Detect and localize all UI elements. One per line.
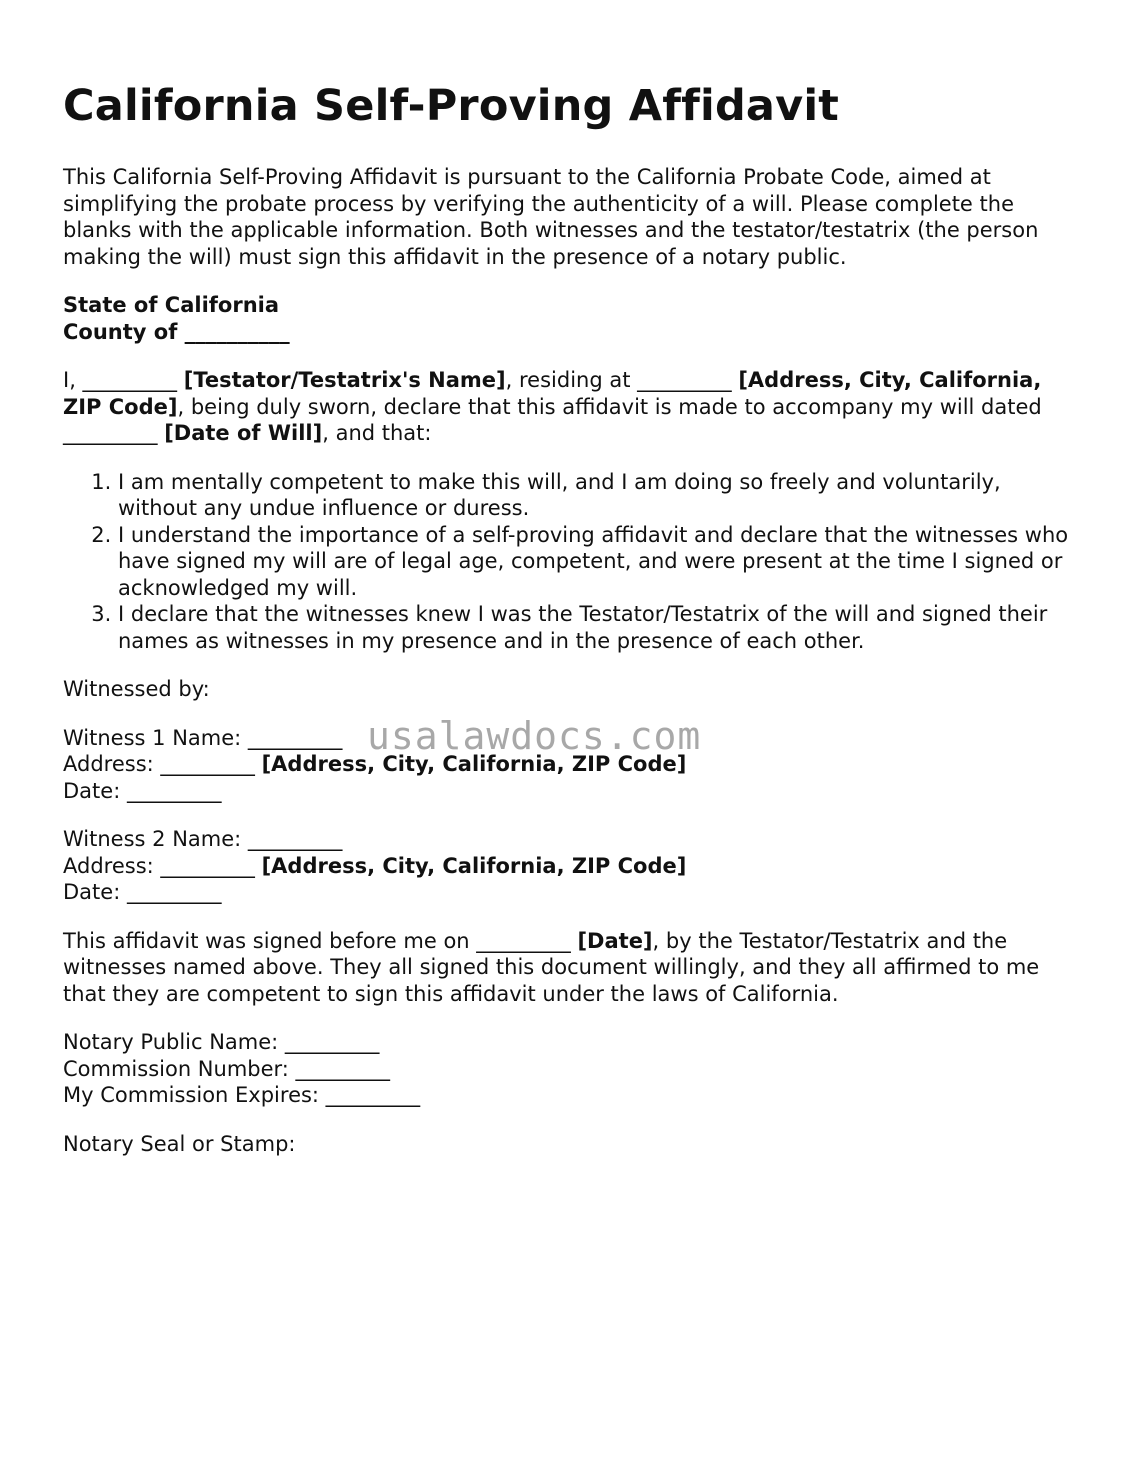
notary-name: Notary Public Name: _________ xyxy=(63,1030,380,1054)
address-hint: [Address, City, California, ZIP Code] xyxy=(63,368,1042,419)
commission-number: Commission Number: _________ xyxy=(63,1056,391,1081)
list-item: 3. I declare that the witnesses knew I was the Testator/Testatrix of the will and signed their names as witnesses in my presence and in the presence of each other. xyxy=(118,601,1073,654)
watermark: usalawdocs.com xyxy=(367,714,702,758)
document-title: California Self-Proving Affidavit xyxy=(63,81,840,131)
notary-seal-label: Notary Seal or Stamp: xyxy=(63,1131,296,1156)
witness-1-address-label: Address: _________ xyxy=(63,752,262,776)
witness-2-address xyxy=(63,853,1073,880)
declaration-text-4: , and that: xyxy=(322,421,432,445)
affidavit-document xyxy=(63,78,1073,1157)
date-of-will-hint: [Date of Will] xyxy=(164,421,323,445)
notary-block xyxy=(63,1029,1073,1109)
witnessed-by-label: Witnessed by: xyxy=(63,677,210,701)
witness-2-name: Witness 2 Name: _________ xyxy=(63,827,343,851)
venue-block xyxy=(63,292,1073,345)
witness-2-block xyxy=(63,826,1073,906)
declaration-text-1: I, _________ xyxy=(63,368,184,392)
intro-paragraph: This California Self-Proving Affidavit is pursuant to the California Probate Code, aimed at simplifying the probate process by verifying the authenticity of a will. Please complete the blanks with the applicable information. Both witnesses and the testator/testatrix (the person making the will) must sign this affidavit in the presence of a notary public. xyxy=(63,165,1039,269)
notary-statement xyxy=(63,928,1073,1008)
declaration-paragraph xyxy=(63,367,1073,447)
notary-statement-text-2: , by the Testator/Testatrix and the witnesses named above. They all signed this document willingly, and they all affirmed to me that they are competent to sign this affidavit under the laws of California. xyxy=(63,928,1040,1006)
county-line: County of __________ xyxy=(63,319,290,344)
declarations-list xyxy=(63,469,1073,655)
witness-1-address-hint: [Address, City, California, ZIP Code] xyxy=(261,752,687,776)
list-item: 2. I understand the importance of a self-proving affidavit and declare that the witnesses who have signed my will are of legal age, competent, and were present at the time I signed or acknowledged my will. xyxy=(118,522,1073,602)
witness-2-date: Date: _________ xyxy=(63,880,222,904)
witness-1-date: Date: _________ xyxy=(63,778,222,803)
testator-name-hint: [Testator/Testatrix's Name] xyxy=(183,368,506,392)
list-item: 1. I am mentally competent to make this will, and I am doing so freely and voluntarily, without any undue influence or duress. xyxy=(118,469,1073,522)
witness-2-address-label: Address: _________ xyxy=(63,853,262,878)
state-line: State of California xyxy=(63,293,280,317)
declaration-text-3: , being duly sworn, declare that this affidavit is made to accompany my will dated _________ xyxy=(63,394,1042,445)
signing-date-hint: [Date] xyxy=(577,928,653,953)
witness-1-block xyxy=(63,725,1073,805)
witness-1-address xyxy=(63,751,1073,778)
witness-1-name: Witness 1 Name: _________ xyxy=(63,725,343,750)
declaration-text-2: , residing at _________ xyxy=(505,368,739,392)
notary-statement-text-1: This affidavit was signed before me on _________ xyxy=(63,928,578,953)
commission-expires: My Commission Expires: _________ xyxy=(63,1083,421,1107)
witness-2-address-hint: [Address, City, California, ZIP Code] xyxy=(261,853,687,878)
